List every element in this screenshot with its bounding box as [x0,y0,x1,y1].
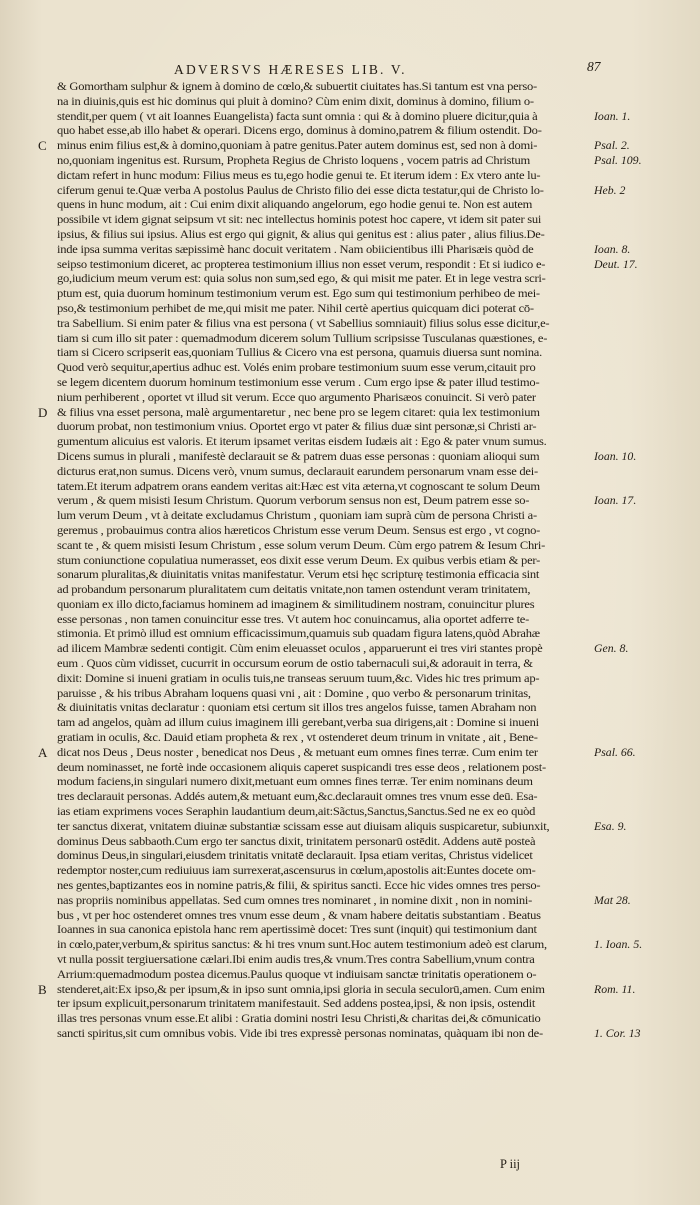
text-line: ptum est, quia duorum hominum testimonium verum est. Ego sum qui testimonium perhibeo de mei- [57,287,540,301]
text-line: vt nulla possit tergiuersatione cælari.Ibi enim audis tres,& vnum.Tres contra Sabellium,vnum contra [57,953,535,967]
marginal-citation: Gen. 8. [594,641,629,656]
text-line: redemptor noster,cum rediuiuus iam surrexerat,ascensurus in cœlum,apostolis ait:Euntes docete om- [57,864,536,878]
text-line: tiam si Cicero scripserit eas,quoniam Tullius & Cicero vna est persona, quamuis diuersa sunt nomina. [57,346,543,360]
text-line: minus enim filius est,& à domino,quoniam à patre genitus.Pater autem dominus est, sed non à domi- [57,139,538,153]
text-line: go,iudicium meum verum est: quia solus non sum,sed ego, & qui misit me pater. Et in lege vestra scri- [57,272,546,286]
marginal-citation: Rom. 11. [594,981,636,996]
text-line: Ioannes in sua canonica epistola hanc rem apertissimè docet: Tres sunt (inquit) qui testimonium dant [57,923,537,937]
text-line: scant te , & quem misisti Iesum Christum , esse solum verum Deum. Cùm ergo patrem & Iesum Chri- [57,538,546,552]
text-line: esse personas , non tamen conuincitur esse tres. Vt autem hoc conuincamus, alia oportet adferre te- [57,612,530,626]
marginal-citation: 1. Cor. 13 [594,1026,641,1041]
section-letter: C [38,138,47,154]
text-line: gumentum alicuius est valoris. Et iterum ipsamet veritas eisdem Iudæis ait : Ego & pater vnum sumus. [57,435,547,449]
text-line: tatem.Et iterum adpatrem orans eandem veritas ait:Hæc est vita æterna,vt cognoscant te solum Deum [57,479,540,493]
main-text-block [57,80,590,1042]
text-line: nium perhiberent , oportet vt illud sit verum. Ecce quo argumento Pharisæos conuincit. Si verò pater [57,390,536,404]
text-line: lum verum Deum , vt à deitate excludamus Christum , quoniam iam suprà cùm de persona Christi a- [57,509,537,523]
text-line: & filius vna esset persona, malè argumentaretur , nec bene pro se legem citaret: quia lex testimonium [57,405,540,419]
marginal-citation: Ioan. 1. [594,108,631,123]
marginal-citation: Ioan. 8. [594,241,631,256]
text-line: stum coniunctione copulatiua numerasset, eos dixit esse verum Deum. Ex quibus verbis etiam & per- [57,553,541,567]
section-letter: D [38,404,48,420]
page-header [70,59,630,80]
text-line: stendit,per quem ( vt ait Ioannes Euangelista) facta sunt omnia : qui & à domino pluere dicitur,quia à [57,109,538,123]
text-line: ter sanctus dixerat, vnitatem diuinæ substantiæ scissam esse aut diuisam aliquis suspicaretur, subiunxit, [57,819,550,833]
text-line: tres declarauit personas. Addés autem,& metuant eum,&c.declarauit omnes tres vnum esse deū. Esa- [57,790,538,804]
text-line: dicturus erat,non sumus. Dicens verò, vnum sumus, declarauit earundem personarum vnam esse dei- [57,464,538,478]
text-line: & diuinitatis vnitas declaratur : quoniam etsi certum sit illos tres angelos fuisse, tamen Abraham non [57,701,537,715]
text-line: sonarum pluralitas,& diuinitatis vnitas manifestatur. Verum etsi hęc scripturę testimonia efficacia sint [57,568,540,582]
text-line: in cœlo,pater,verbum,& spiritus sanctus: & hi tres vnum sunt.Hoc autem testimonium adeò est clarum, [57,938,547,952]
text-line: geremus , probauimus contra alios hæreticos Christum esse verum Deum. Sensus est ergo , vt cogno- [57,523,541,537]
text-line: ias etiam exprimens voces Seraphin laudantium deum,ait:Sãctus,Sanctus,Sanctus.Sed ne ex eo quòd [57,805,536,819]
text-line: stimonia. Et primò illud est omnium efficacissimum,quamuis sub quadam figura latens,quòd Abrahæ [57,627,540,641]
marginal-citation: Heb. 2 [594,182,626,197]
folio-number: 87 [587,59,601,74]
text-line: tiam si cum illo sit pater : quemadmodum dicerem solum Tullium scripsisse Tusculanas quæstiones, e- [57,331,548,345]
marginal-citation: 1. Ioan. 5. [594,937,643,952]
marginal-citation: Mat 28. [594,893,631,907]
text-line: sancti spiritus,sit cum omnibus vobis. Vide ibi tres expressè personas nominatas, quàquam ibi non de- [57,1027,543,1040]
text-line: bus , vt per hoc ostenderet omnes tres vnum esse deum , & vnam habere deitatis substantiam . Beatus [57,908,541,922]
text-line: quoniam ex illo dicto,faciamus hominem ad imaginem & similitudinem nostram, conuincitur plures [57,597,535,611]
text-line: dixit: Domine si inueni gratiam in oculis tuis,ne transeas seruum tuum,&c. Vides hic tres primum ap- [57,671,540,685]
text-line: ad ilicem Mambræ sedenti contigit. Cùm enim eleuasset oculos , apparuerunt ei tres viri stantes propè [57,642,543,656]
text-line: no,quoniam ingenitus est. Rursum, Propheta Regius de Christo loquens , vocem patris ad Christum [57,153,531,167]
text-line: deum nominasset, ne fortè inde occasionem aliquis caperet suspicandi tres esse deos , relationem post- [57,760,546,774]
text-line: se legem dicentem duorum hominum testimonium esse verum . Cum ergo ipse & pater illud testimo- [57,375,540,389]
section-letter: B [38,981,47,997]
text-line: ter ipsum explicuit,personarum trinitatem manifestauit. Sed addens postea,ipsi, & non ipsis, ostendit [57,997,536,1011]
marginal-citation: Psal. 109. [594,153,642,167]
marginal-citation: Ioan. 10. [594,449,637,463]
marginal-citation: Psal. 66. [594,745,636,759]
text-line: dominus Deus sabbaoth.Cum ergo ter sanctus dixit, trinitatem personarū ostēdit. Addens autē posteà [57,834,536,848]
text-line: gratiam in oculis, &c. Dauid etiam propheta & rex , vt ostenderet deum trinum in vnitate , ait , Bene- [57,731,538,745]
text-line: dictam refert in hunc modum: Filius meus es tu,ego hodie genui te. Et iterum idem : Ex vtero ante lu- [57,168,541,182]
text-line: na in diuinis,quis est hic dominus qui pluit à domino? Cùm enim dixit, dominus à domino, filium o- [57,94,534,108]
text-line: inde ipsa summa veritas sæpissimè hanc docuit veritatem . Nam obiicientibus illi Pharisæis quòd de [57,242,534,256]
text-line: Dicens sumus in plurali , manifestè declarauit se & patrem duas esse personas : quoniam alioqui sum [57,449,540,463]
marginal-citation: Deut. 17. [594,256,638,271]
marginal-citation: Psal. 2. [594,138,630,153]
text-line: verum , & quem misisti Iesum Christum. Quorum verborum sensus non est, Deum patrem esse so- [57,494,530,508]
text-line: dicat nos Deus , Deus noster , benedicat nos Deus , & metuant eum omnes fines terræ. Cum enim ter [57,745,538,759]
text-line: stenderet,ait:Ex ipso,& per ipsum,& in ipso sunt omnia,ipsi gloria in secula seculorū,amen. Cum enim [57,982,545,996]
running-title: ADVERSVS HÆRESES LIB. V. [174,62,407,77]
text-line: nes gentes,baptizantes eos in nomine patris,& filii, & spiritus sancti. Ecce hic vides omnes tres perso- [57,879,541,893]
text-line: quens in hunc modum, ait : Cui enim dixit aliquando angelorum, ego hodie genui te. Non est autem [57,198,533,212]
marginal-citation: Esa. 9. [594,819,627,833]
text-line: paruisse , & his tribus Abraham loquens quasi vni , ait : Domine , quo verbo & personarum trinitas, [57,686,531,700]
text-line: nas propriis nominibus appellatas. Sed cum omnes tres nominaret , in nomine dixit , non in nomini- [57,893,533,907]
text-line: Quod verò sequitur,apertius adhuc est. Volés enim probare testimonium suum esse verum,citauit pro [57,361,536,375]
text-line: ipsius, & filius sui ipsius. Alius est ergo qui gignit, & alius qui genitus est : alius pater , alius filius.De- [57,227,545,241]
text-line: duorum probat, non testimonium vnius. Oportet ergo vt pater & filius duæ sint personæ,si Christi ar- [57,420,537,434]
text-line: eum . Quos cùm vidisset, cucurrit in occursum eorum de ostio tabernaculi sui,& adorauit in terra, & [57,657,533,671]
text-line: ad probandum personarum pluralitatem cum deitatis vnitate,non tamen ostendunt veram trinitatem, [57,583,531,597]
text-line: Arrium:quemadmodum postea dicemus.Paulus quoque vt indiuisam sanctæ trinitatis operationem o- [57,967,537,981]
text-line: dominus Deus,in singulari,eiusdem trinitatis vnitatē declarauit. Ipsa etiam veritas, Christus videlicet [57,849,533,863]
text-line: illas tres personas vnum esse.Et alibi : Gratia domini nostri Iesu Christi,& charitas dei,& cōmunicatio [57,1012,541,1026]
text-line: ciferum genui te.Quæ verba A postolus Paulus de Christo filio dei esse dicta testatur,qui de Christo lo- [57,183,544,197]
section-letter: A [38,745,48,760]
text-line: quo habet esse,ab illo habet & operari. Dicens ergo, dominus à domino,patrem & filium ostendit. Do- [57,124,542,138]
text-line: & Gomortham sulphur & ignem à domino de cœlo,& subuertit ciuitates has.Si tantum est vna perso- [57,80,537,93]
text-line: tam ad angelos, quàm ad illum cuius imaginem illi gerebant,verba sua dirigens,ait : Domine si inueni [57,716,539,730]
text-line: tra Sabellium. Si enim pater & filius vna est persona ( vt Sabellius somniauit) filius solus esse dicitur,e- [57,316,550,330]
signature-mark: P iij [500,1157,521,1171]
text-line: seipso testimonium diceret, ac propterea testimonium illius non esset verum, respondit : Et si iudico e- [57,257,546,271]
text-line: pso,& testimonium perhibet de me,qui misit me pater. Nihil certè apertius quicquam dici poterat cō- [57,301,534,315]
text-line: possibile vt idem gignat seipsum vt sit: nec intellectus hominis potest hoc capere, vt idem sit pater sui [57,213,542,227]
marginal-citation: Ioan. 17. [594,493,637,508]
text-line: modum faciens,in singulari numero dixit,metuant eum omnes fines terræ. Ter enim nominans deum [57,775,533,789]
